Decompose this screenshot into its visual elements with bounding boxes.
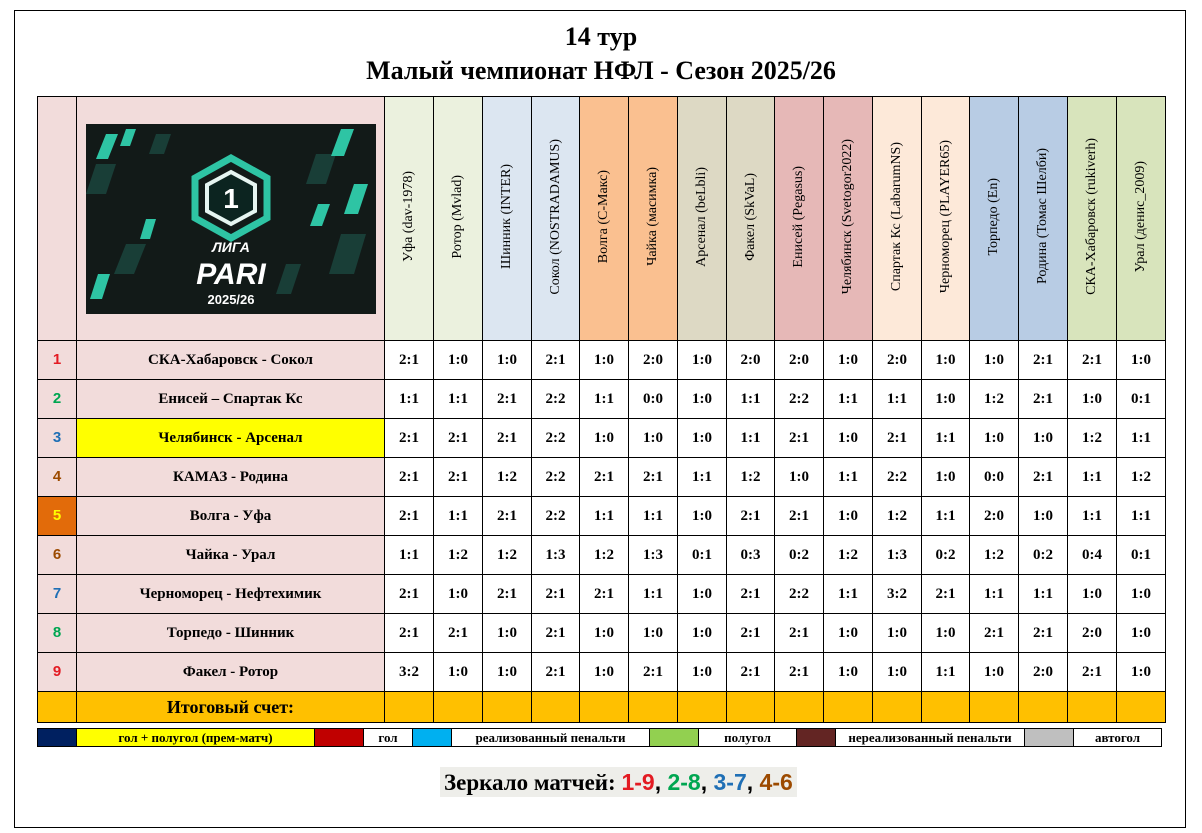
prediction-cell: 1:0 [580,419,629,458]
mirror-pairs [621,769,792,795]
match-name: Енисей – Спартак Кс [77,380,385,419]
prediction-cell: 2:2 [532,497,580,536]
prediction-cell: 1:0 [580,341,629,380]
prediction-cell: 1:0 [1068,380,1117,419]
prediction-cell: 0:2 [775,536,824,575]
prediction-cell: 1:0 [678,419,727,458]
prediction-cell: 2:1 [532,341,580,380]
prediction-cell: 2:1 [629,653,678,692]
prediction-cell: 2:1 [580,458,629,497]
match-number: 7 [38,575,77,614]
player-name: Чайка (масимка) [645,167,660,266]
player-name: СКА-Хабаровск (rukiverh) [1084,138,1099,295]
total-label: Итоговый счет: [77,692,385,723]
prediction-cell: 1:0 [678,614,727,653]
prediction-cell: 2:1 [532,614,580,653]
match-row [38,419,1166,458]
prediction-cell: 0:1 [1117,536,1166,575]
championship-title: Малый чемпионат НФЛ - Сезон 2025/26 [366,56,836,85]
legend-label: полугол [699,729,797,747]
prediction-cell: 1:1 [824,458,873,497]
match-name: Факел - Ротор [77,653,385,692]
total-cell [775,692,824,723]
prediction-cell: 1:2 [483,458,532,497]
prediction-cell: 2:1 [483,380,532,419]
prediction-cell: 1:1 [580,497,629,536]
mirror-separator: , [746,769,760,795]
prediction-cell: 1:0 [873,614,922,653]
player-header [1068,97,1117,341]
total-cell [434,692,483,723]
prediction-cell: 2:0 [1068,614,1117,653]
prediction-cell: 1:0 [434,653,483,692]
match-number: 2 [38,380,77,419]
match-row [38,341,1166,380]
player-name: Арсенал (beLbli) [694,166,709,267]
prediction-cell: 1:1 [678,458,727,497]
prediction-cell: 2:1 [532,575,580,614]
player-header [824,97,873,341]
prediction-cell: 2:1 [434,458,483,497]
player-name: Спартак Кс (LabarumNS) [889,141,904,292]
prediction-cell: 1:0 [629,614,678,653]
total-cell [1019,692,1068,723]
prediction-cell: 2:1 [385,419,434,458]
prediction-cell: 1:2 [483,536,532,575]
match-row [38,536,1166,575]
prediction-cell: 2:1 [532,653,580,692]
logo-pari: PARI [195,257,266,291]
match-number: 1 [38,341,77,380]
prediction-cell: 2:2 [532,458,580,497]
player-name: Факел (SkVaL) [742,172,758,261]
prediction-cell: 2:1 [434,419,483,458]
prediction-cell: 1:1 [824,575,873,614]
prediction-cell: 2:1 [483,419,532,458]
prediction-cell: 1:0 [678,380,727,419]
prediction-cell: 2:1 [727,497,775,536]
prediction-cell: 1:1 [1068,458,1117,497]
total-cell [629,692,678,723]
predictions-table [37,96,1166,723]
legend-swatch [38,729,77,747]
match-number: 8 [38,614,77,653]
prediction-cell: 2:1 [385,614,434,653]
match-name: Челябинск - Арсенал [77,419,385,458]
player-header [532,97,580,341]
prediction-cell: 1:2 [727,458,775,497]
match-number: 4 [38,458,77,497]
prediction-cell: 2:0 [629,341,678,380]
prediction-cell: 2:1 [727,614,775,653]
prediction-cell: 1:0 [922,458,970,497]
prediction-cell: 2:1 [483,575,532,614]
total-cell [727,692,775,723]
total-cell [970,692,1019,723]
prediction-cell: 2:1 [922,575,970,614]
legend-swatch [650,729,699,747]
prediction-cell: 2:1 [775,653,824,692]
prediction-cell: 2:1 [727,653,775,692]
prediction-cell: 1:1 [434,497,483,536]
prediction-cell: 1:1 [824,380,873,419]
logo-season: 2025/26 [207,291,254,307]
prediction-cell: 1:1 [385,536,434,575]
prediction-cell: 1:0 [580,653,629,692]
match-name: Чайка - Урал [77,536,385,575]
player-name: Ротор (Mvlad) [450,174,465,259]
player-name: Сокол (NOSTRADAMUS) [547,138,563,295]
prediction-cell: 1:0 [824,653,873,692]
prediction-cell: 1:1 [727,380,775,419]
prediction-cell: 2:0 [970,497,1019,536]
prediction-cell: 1:1 [727,419,775,458]
round-title: 14 тур [564,22,638,51]
prediction-cell: 1:3 [532,536,580,575]
prediction-cell: 1:3 [873,536,922,575]
logo-liga: ЛИГА [211,238,250,255]
player-header [580,97,629,341]
prediction-cell: 1:1 [1117,419,1166,458]
legend [37,728,1162,747]
prediction-cell: 1:0 [434,341,483,380]
prediction-cell: 1:0 [1117,341,1166,380]
prediction-cell: 0:2 [1019,536,1068,575]
player-header [727,97,775,341]
prediction-cell: 2:1 [1019,380,1068,419]
prediction-cell: 1:1 [970,575,1019,614]
prediction-cell: 1:0 [580,614,629,653]
prediction-cell: 1:1 [922,419,970,458]
prediction-cell: 2:1 [385,458,434,497]
prediction-cell: 0:2 [922,536,970,575]
prediction-cell: 1:1 [434,380,483,419]
prediction-cell: 1:0 [824,497,873,536]
prediction-cell: 1:1 [873,380,922,419]
prediction-cell: 1:2 [970,380,1019,419]
prediction-cell: 2:1 [629,458,678,497]
total-cell [532,692,580,723]
corner-cell [38,97,77,341]
prediction-cell: 2:1 [775,497,824,536]
prediction-cell: 2:0 [873,341,922,380]
prediction-cell: 2:1 [727,575,775,614]
prediction-cell: 2:1 [483,497,532,536]
prediction-cell: 1:0 [483,653,532,692]
logo-digit: 1 [222,182,239,214]
prediction-cell: 1:1 [1117,497,1166,536]
player-name: Енисей (Pegasus) [791,165,806,268]
player-header [1019,97,1068,341]
legend-row [38,729,1162,747]
total-cell [385,692,434,723]
mirror-pair: 1-9 [621,769,655,795]
total-cell [824,692,873,723]
prediction-cell: 1:1 [1068,497,1117,536]
legend-swatch [315,729,364,747]
legend-swatch [413,729,452,747]
prediction-cell: 3:2 [873,575,922,614]
player-name: Урал (денис_2009) [1133,160,1148,273]
prediction-cell: 1:3 [629,536,678,575]
prediction-cell: 2:2 [532,419,580,458]
prediction-cell: 1:0 [483,614,532,653]
prediction-cell: 2:1 [385,341,434,380]
prediction-cell: 1:0 [1117,653,1166,692]
legend-swatch [1025,729,1074,747]
prediction-cell: 2:0 [1019,653,1068,692]
prediction-cell: 1:0 [678,341,727,380]
prediction-cell: 1:1 [629,575,678,614]
player-header [1117,97,1166,341]
prediction-cell: 2:1 [775,614,824,653]
prediction-cell: 2:1 [1019,614,1068,653]
prediction-cell: 1:0 [970,341,1019,380]
prediction-cell: 1:0 [775,458,824,497]
liga-pari-logo [86,124,376,314]
match-number: 5 [38,497,77,536]
prediction-cell: 1:0 [922,380,970,419]
prediction-cell: 1:0 [1117,614,1166,653]
prediction-cell: 2:2 [775,575,824,614]
total-cell [483,692,532,723]
prediction-cell: 1:2 [1068,419,1117,458]
mirror-matches [440,767,797,797]
prediction-cell: 1:0 [970,653,1019,692]
legend-swatch [797,729,836,747]
mirror-separator: , [700,769,714,795]
prediction-cell: 1:0 [629,419,678,458]
player-name: Уфа (dav-1978) [401,171,416,262]
prediction-cell: 2:1 [385,575,434,614]
prediction-cell: 0:1 [1117,380,1166,419]
prediction-cell: 2:2 [873,458,922,497]
logo-cell [77,97,385,341]
match-number: 6 [38,536,77,575]
prediction-cell: 1:1 [580,380,629,419]
prediction-cell: 0:1 [678,536,727,575]
prediction-cell: 1:0 [922,614,970,653]
prediction-cell: 0:4 [1068,536,1117,575]
match-number: 9 [38,653,77,692]
mirror-pair: 4-6 [759,769,793,795]
prediction-cell: 2:0 [775,341,824,380]
mirror-separator: , [654,769,668,795]
legend-label: гол + полугол (прем-матч) [77,729,315,747]
legend-label: автогол [1074,729,1162,747]
player-header [629,97,678,341]
prediction-cell: 1:0 [678,497,727,536]
prediction-cell: 1:2 [824,536,873,575]
match-row [38,653,1166,692]
prediction-cell: 1:1 [629,497,678,536]
total-row [38,692,1166,723]
match-name: Черноморец - Нефтехимик [77,575,385,614]
player-header [922,97,970,341]
prediction-cell: 1:0 [1068,575,1117,614]
prediction-cell: 2:1 [1068,653,1117,692]
player-name: Шинник (INTER) [499,164,514,269]
prediction-cell: 2:1 [1068,341,1117,380]
prediction-cell: 2:1 [970,614,1019,653]
player-name: Родина (Томас Шелби) [1035,148,1050,285]
match-name: Волга - Уфа [77,497,385,536]
player-name: Черноморец (PLAYER65) [937,139,953,294]
match-name: КАМАЗ - Родина [77,458,385,497]
prediction-cell: 1:0 [922,341,970,380]
prediction-cell: 1:0 [1117,575,1166,614]
prediction-cell: 1:1 [385,380,434,419]
total-cell [1068,692,1117,723]
match-number: 3 [38,419,77,458]
prediction-cell: 1:0 [483,341,532,380]
prediction-cell: 2:0 [727,341,775,380]
prediction-cell: 1:2 [873,497,922,536]
prediction-cell: 1:1 [922,653,970,692]
prediction-cell: 0:0 [970,458,1019,497]
prediction-cell: 3:2 [385,653,434,692]
prediction-cell: 1:2 [580,536,629,575]
prediction-cell: 1:0 [678,653,727,692]
mirror-pair: 3-7 [713,769,747,795]
legend-label: нереализованный пенальти [836,729,1025,747]
prediction-cell: 1:0 [970,419,1019,458]
player-header [678,97,727,341]
prediction-cell: 2:1 [385,497,434,536]
legend-label: реализованный пенальти [452,729,650,747]
header-row [38,97,1166,341]
match-row [38,380,1166,419]
player-header [970,97,1019,341]
player-header [483,97,532,341]
player-header [434,97,483,341]
total-corner [38,692,77,723]
match-row [38,497,1166,536]
prediction-cell: 0:3 [727,536,775,575]
match-row [38,458,1166,497]
prediction-cell: 2:1 [1019,341,1068,380]
prediction-cell: 1:0 [824,614,873,653]
prediction-cell: 2:2 [532,380,580,419]
prediction-cell: 1:1 [922,497,970,536]
prediction-cell: 1:0 [1019,497,1068,536]
match-row [38,575,1166,614]
player-name: Торпедо (En) [986,177,1001,256]
total-cell [678,692,727,723]
prediction-cell: 1:1 [1019,575,1068,614]
prediction-cell: 2:1 [434,614,483,653]
player-header [775,97,824,341]
legend-label: гол [364,729,413,747]
prediction-cell: 1:2 [1117,458,1166,497]
prediction-cell: 1:0 [873,653,922,692]
prediction-cell: 2:1 [775,419,824,458]
prediction-cell: 1:0 [824,419,873,458]
match-name: Торпедо - Шинник [77,614,385,653]
prediction-cell: 2:1 [1019,458,1068,497]
total-cell [922,692,970,723]
player-name: Волга (С-Макс) [596,169,611,264]
prediction-cell: 2:1 [873,419,922,458]
prediction-cell: 1:2 [970,536,1019,575]
total-cell [1117,692,1166,723]
match-row [38,614,1166,653]
total-cell [580,692,629,723]
prediction-cell: 2:2 [775,380,824,419]
player-name: Челябинск (Svetogor2022) [840,138,855,295]
total-cell [873,692,922,723]
prediction-cell: 0:0 [629,380,678,419]
match-name: СКА-Хабаровск - Сокол [77,341,385,380]
mirror-label: Зеркало матчей: [444,770,616,795]
prediction-cell: 2:1 [580,575,629,614]
prediction-cell: 1:0 [434,575,483,614]
prediction-cell: 1:0 [678,575,727,614]
prediction-cell: 1:2 [434,536,483,575]
prediction-cell: 1:0 [824,341,873,380]
player-header [385,97,434,341]
player-header [873,97,922,341]
mirror-pair: 2-8 [667,769,701,795]
prediction-cell: 1:0 [1019,419,1068,458]
